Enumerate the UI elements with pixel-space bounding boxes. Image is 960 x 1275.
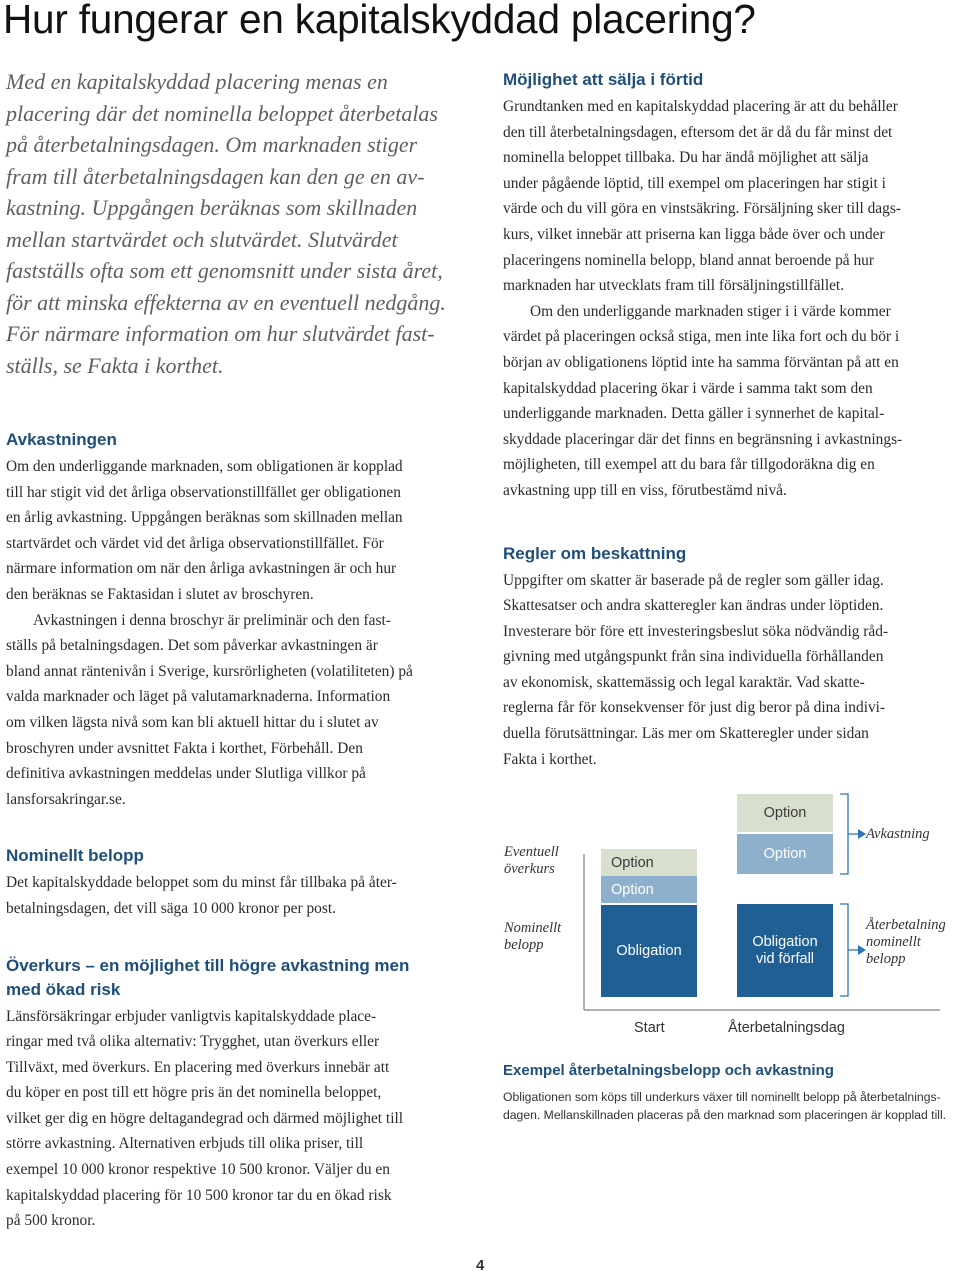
text-line: ställs på betalningsdagen. Det som påverkar avkastningen är <box>6 637 378 655</box>
box-line: Obligation <box>752 933 818 950</box>
text-line: placeringens nominella belopp, bland annat beroende på hur <box>503 251 874 269</box>
text-line: på 500 kronor. <box>6 1212 96 1230</box>
caption-title: Exempel återbetalningsbelopp och avkastning <box>503 1062 834 1079</box>
aterbetalning-bracket <box>840 904 848 996</box>
left-column <box>6 66 478 1272</box>
x-label-end: Återbetalningsdag <box>728 1020 845 1036</box>
text-line: kapitalskyddad placering för 10 500 kronor tar du en ökad risk <box>6 1186 392 1204</box>
nominellt-heading: Nominellt belopp <box>6 846 144 866</box>
nominellt-text <box>6 870 478 921</box>
page-number: 4 <box>476 1257 485 1274</box>
text-line: bland annat räntenivån i Sverige, kursrörligheten (volatiliteten) på <box>6 662 413 680</box>
avkastning-arrowhead <box>858 829 866 839</box>
text-line: kurs, vilket innebär att priserna kan ligga både över och under <box>503 225 885 243</box>
text-line: Länsförsäkringar erbjuder vanligtvis kapitalskyddade place- <box>6 1007 377 1025</box>
end-obligation <box>737 904 833 997</box>
text-line: större avkastning. Alternativen erbjuds till olika priser, till <box>6 1135 364 1153</box>
text-line: Investerare bör före ett investeringsbeslut söka nödvändig råd- <box>503 622 889 640</box>
text-line: avkastning upp till en viss, förutbestämd nivå. <box>503 481 787 499</box>
start-obligation: Obligation <box>601 905 697 997</box>
intro-line: kastning. Uppgången beräknas som skillnaden <box>6 195 418 220</box>
aterbetalning-arrowhead <box>858 945 866 955</box>
text-line: värdet på placeringen också stiga, men inte lika fort och du bör i <box>503 328 900 346</box>
label-line: belopp <box>866 951 906 967</box>
text-line: Det kapitalskyddade beloppet som du minst får tillbaka på åter- <box>6 874 397 892</box>
end-option-top: Option <box>737 794 833 832</box>
text-line: startvärdet och värdet vid det årliga observationstillfället. För <box>6 534 384 552</box>
label-line: belopp <box>504 937 544 953</box>
text-line: nominella beloppet tillbaka. Du har ändå möjlighet att sälja <box>503 149 869 167</box>
intro-line: på återbetalningsdagen. Om marknaden stiger <box>6 132 418 157</box>
intro-line: fastställs ofta som ett genomsnitt under sista året, <box>6 258 443 283</box>
label-line: nominellt <box>866 934 921 950</box>
box-line: vid förfall <box>755 950 815 967</box>
avkastningen-text <box>6 454 478 812</box>
right-column <box>503 68 958 810</box>
text-line: reglerna får för konsekvenser för just dig beror på dina indivi- <box>503 699 886 717</box>
text-line: kapitalskyddad placering ökar i värde i samma takt som den <box>503 379 873 397</box>
mojlighet-heading: Möjlighet att sälja i förtid <box>503 70 704 89</box>
label-line: Eventuell <box>504 844 559 860</box>
text-line: Om den underliggande marknaden stiger i i värde kommer <box>530 302 891 320</box>
text-line: värde och du vill göra en vinstsäkring. Försäljning sker till dags- <box>503 200 901 218</box>
caption-line: Obligationen som köps till underkurs växer till nominellt belopp på återbetalnings- <box>503 1090 941 1104</box>
avkastning-bracket <box>840 794 848 874</box>
text-line: vilket ger dig en högre deltagandegrad och därmed möjlighet till <box>6 1109 404 1127</box>
text-line: marknaden har utvecklats fram till försäljningstillfället. <box>503 277 845 295</box>
intro-line: för att minska effekterna av en eventuell nedgång. <box>6 289 446 315</box>
text-line: givning med utgångspunkt från sina individuella förhållanden <box>503 648 884 666</box>
overkurs-heading <box>6 954 478 1002</box>
label-nominellt-belopp <box>504 920 561 954</box>
heading-line: med ökad risk <box>6 979 121 999</box>
text-line: den beräknas se Faktasidan i slutet av broschyren. <box>6 585 314 603</box>
text-line: Grundtanken med en kapitalskyddad placering är att du behåller <box>503 98 898 115</box>
text-line: duella förutsättningar. Läs mer om Skatteregler under sidan <box>503 725 869 743</box>
text-line: en årlig avkastning. Uppgången beräknas som skillnaden mellan <box>6 509 403 527</box>
start-option-top: Option <box>601 849 697 876</box>
text-line: ringar med två olika alternativ: Trygghet, utan överkurs eller <box>6 1033 380 1051</box>
start-option-bottom: Option <box>601 876 697 903</box>
text-line: definitiva avkastningen meddelas under Slutliga villkor på <box>6 765 366 783</box>
text-line: betalningsdagen, det vill säga 10 000 kronor per post. <box>6 899 336 917</box>
avkastningen-heading: Avkastningen <box>6 430 117 449</box>
text-line: den till återbetalningsdagen, eftersom det är då du får minst det <box>503 123 893 141</box>
overkurs-text <box>6 1004 478 1234</box>
text-line: Om den underliggande marknaden, som obligationen är kopplad <box>6 458 403 475</box>
text-line: Uppgifter om skatter är baserade på de regler som gäller idag. <box>503 571 884 589</box>
text-line: början av obligationens löptid inte ha samma förväntan på att en <box>503 353 899 371</box>
text-line: skyddade placeringar där det finns en begränsning i avkastnings- <box>503 430 903 448</box>
text-line: Skattesatser och andra skatteregler kan ändras under löptiden. <box>503 597 884 615</box>
label-avkastning: Avkastning <box>866 826 930 842</box>
page-title: Hur fungerar en kapitalskyddad placering? <box>3 0 756 42</box>
text-line: möjligheten, till exempel att du bara får tillgodoräkna dig en <box>503 456 875 474</box>
text-line: under pågående löptid, till exempel om placeringen har stigit i <box>503 174 886 192</box>
intro-line: Med en kapitalskyddad placering menas en <box>6 69 388 94</box>
caption-line: dagen. Mellanskillnaden placeras på den marknad som placeringen är kopplad till. <box>503 1108 947 1122</box>
caption-text <box>503 1088 959 1124</box>
text-line: om vilken lägsta nivå som kan bli aktuell hittar du i slutet av <box>6 713 379 731</box>
intro-line: För närmare information om hur slutvärdet fast- <box>6 321 435 346</box>
intro-line: fram till återbetalningsdagen kan den ge en av- <box>6 163 425 189</box>
text-line: exempel 10 000 kronor respektive 10 500 kronor. Väljer du en <box>6 1161 390 1179</box>
heading-line: Överkurs – en möjlighet till högre avkastning men <box>6 955 410 975</box>
regler-text <box>503 568 958 773</box>
text-line: valda marknader och läget på valutamarknaderna. Information <box>6 688 391 706</box>
label-line: Nominellt <box>504 920 562 936</box>
text-line: du köper en post till ett högre pris än det nominella beloppet, <box>6 1084 382 1102</box>
text-line: lansforsakringar.se. <box>6 790 126 808</box>
mojlighet-text <box>503 94 958 504</box>
x-label-start: Start <box>634 1020 665 1036</box>
text-line: Fakta i korthet. <box>503 750 597 768</box>
label-line: Återbetalning <box>866 917 946 933</box>
text-line: Tillväxt, med överkurs. En placering med överkurs innebär att <box>6 1058 390 1076</box>
intro-line: placering där det nominella beloppet återbetalas <box>6 100 438 126</box>
text-line: närmare information om när den årliga avkastningen är och hur <box>6 560 397 578</box>
text-line: Avkastningen i denna broschyr är preliminär och den fast- <box>33 611 391 629</box>
regler-heading: Regler om beskattning <box>503 543 687 563</box>
intro-line: mellan startvärdet och slutvärdet. Slutvärdet <box>6 226 398 252</box>
text-line: av ekonomisk, skattemässig och legal karaktär. Vad skatte- <box>503 673 865 691</box>
text-line: broschyren under avsnittet Fakta i korthet, Förbehåll. Den <box>6 739 363 757</box>
text-line: till har stigit vid det årliga observationstillfället ger obligationen <box>6 483 401 501</box>
intro-text <box>6 66 478 381</box>
repayment-diagram <box>500 782 958 1052</box>
end-option-mid: Option <box>737 834 833 874</box>
label-line: överkurs <box>504 861 555 877</box>
intro-line: ställs, se Fakta i korthet. <box>6 352 224 378</box>
label-aterbetalning <box>866 917 946 968</box>
text-line: underliggande marknaden. Detta gäller i synnerhet de kapital- <box>503 405 885 423</box>
label-eventuell-overkurs <box>504 844 559 878</box>
